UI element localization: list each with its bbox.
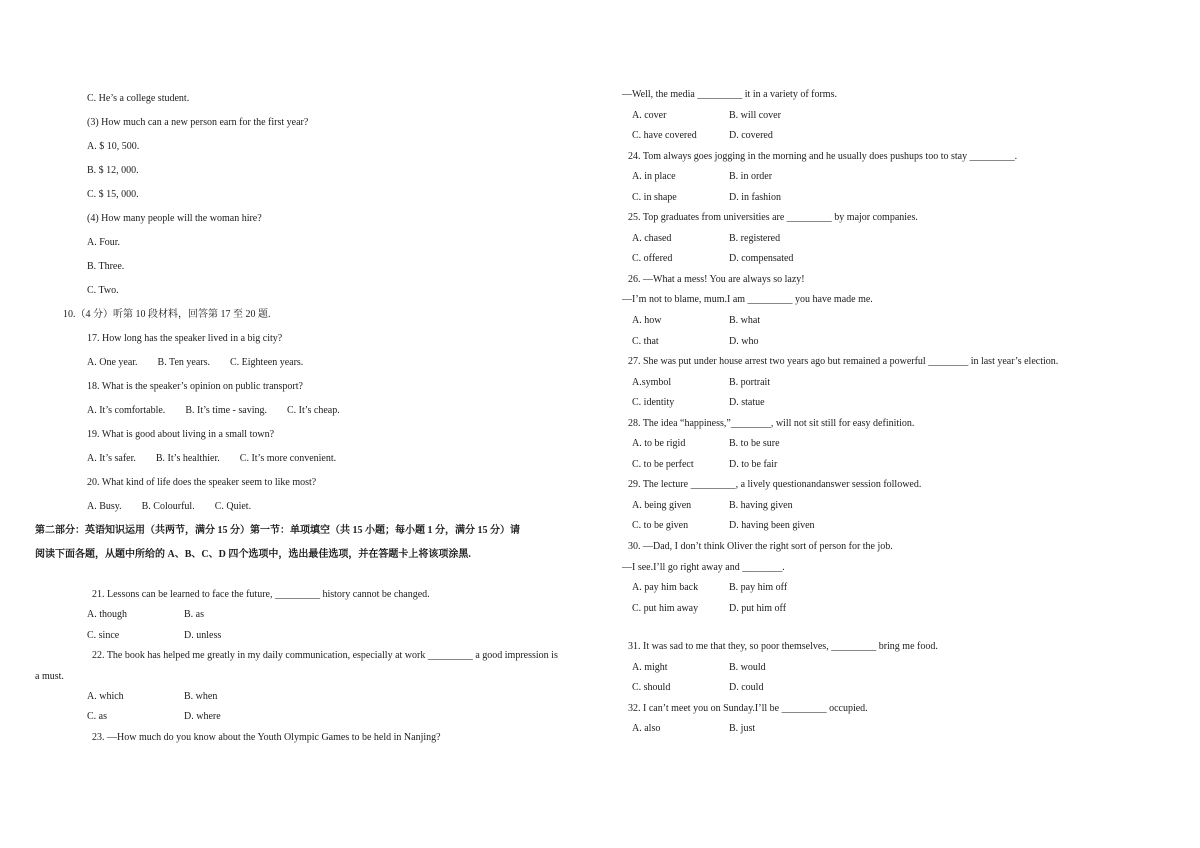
text-line: 19. What is good about living in a small town? — [87, 429, 275, 440]
text-line: 26. —What a mess! You are always so lazy! — [628, 273, 805, 285]
option-item: C. Eighteen years. — [229, 357, 304, 368]
option-item: A. being given — [632, 499, 692, 511]
option-item: C. should — [632, 682, 671, 694]
option-row — [622, 170, 1188, 191]
option-item: C. in shape — [632, 191, 677, 203]
text-line: 23. —How much do you know about the Youth Olympic Games to be held in Nanjing? — [92, 731, 441, 743]
option-row — [622, 376, 1188, 397]
text-line: B. Three. — [87, 261, 125, 272]
option-item: B. when — [184, 690, 218, 702]
text-line: C. Two. — [87, 285, 119, 296]
text-line: —I’m not to blame, mum.I am _________ you have made me. — [622, 294, 873, 306]
text-line: (4) How many people will the woman hire? — [87, 213, 262, 224]
option-item: C. as — [87, 711, 107, 723]
option-item: B. would — [729, 661, 766, 673]
option-item: A. how — [632, 315, 662, 327]
text-line: C. $ 15, 000. — [87, 189, 139, 200]
option-item: A.symbol — [632, 376, 672, 388]
option-row — [622, 602, 1188, 623]
option-row — [622, 458, 1188, 479]
text-line: 30. —Dad, I don’t think Oliver the right sort of person for the job. — [628, 541, 893, 553]
option-item: C. put him away — [632, 602, 699, 614]
text-line: 28. The idea “happiness,”________, will not sit still for easy definition. — [628, 417, 915, 429]
option-item: C. It’s more convenient. — [239, 453, 337, 464]
option-item: C. since — [87, 629, 120, 641]
option-row — [622, 191, 1188, 212]
blank-line — [622, 622, 1188, 640]
blank-line — [35, 572, 607, 588]
option-item: A. might — [632, 661, 668, 673]
section-heading-line: 第二部分：英语知识运用（共两节，满分 15 分）第一节：单项填空（共 15 小题；每小题 1 分，满分 15 分）请 — [35, 525, 520, 536]
option-item: C. to be given — [632, 520, 689, 532]
option-row — [622, 681, 1188, 702]
text-line: 29. The lecture _________, a lively questionandanswer session followed. — [628, 479, 922, 491]
option-row — [622, 129, 1188, 150]
option-item: D. in fashion — [729, 191, 781, 203]
option-item: A. which — [87, 690, 124, 702]
option-item: B. to be sure — [729, 438, 780, 450]
option-item: C. It’s cheap. — [286, 405, 340, 416]
option-item: A. to be rigid — [632, 438, 686, 450]
option-item: A. One year. — [87, 357, 138, 368]
text-line: a must. — [35, 670, 64, 682]
option-item: A. It’s comfortable. — [87, 405, 166, 416]
option-item: B. just — [729, 723, 756, 735]
option-item: B. It’s time - saving. — [185, 405, 267, 416]
option-item: B. having given — [729, 499, 793, 511]
option-item: D. having been given — [729, 520, 815, 532]
option-row — [622, 519, 1188, 540]
text-line: 18. What is the speaker’s opinion on public transport? — [87, 381, 303, 392]
text-line: A. Four. — [87, 237, 121, 248]
text-line: 25. Top graduates from universities are _________ by major companies. — [628, 212, 918, 224]
text-line: 31. It was sad to me that they, so poor themselves, _________ bring me food. — [628, 641, 938, 653]
option-row — [35, 690, 607, 710]
option-item: A. also — [632, 723, 661, 735]
option-item: C. Quiet. — [214, 501, 252, 512]
text-line: 24. Tom always goes jogging in the morning and he usually does pushups too to stay _________. — [628, 150, 1018, 162]
option-item: D. could — [729, 682, 764, 694]
option-row — [35, 452, 607, 476]
text-line: 21. Lessons can be learned to face the future, _________ history cannot be changed. — [92, 589, 430, 600]
section-heading-line: 阅读下面各题，从题中所给的 A、B、C、D 四个选项中，选出最佳选项，并在答题卡上将该项涂黑. — [35, 549, 471, 560]
option-item: D. put him off — [729, 602, 787, 614]
option-item: D. covered — [729, 130, 773, 142]
option-item: C. have covered — [632, 130, 697, 142]
option-row — [622, 661, 1188, 682]
option-item: B. Colourful. — [141, 501, 195, 512]
text-line: 17. How long has the speaker lived in a big city? — [87, 333, 283, 344]
option-item: D. where — [184, 711, 221, 723]
option-row — [35, 608, 607, 628]
option-item: D. statue — [729, 397, 765, 409]
option-item: D. unless — [184, 629, 222, 641]
option-row — [35, 629, 607, 649]
option-item: A. chased — [632, 232, 672, 244]
option-row — [622, 722, 1188, 743]
option-item: B. what — [729, 315, 761, 327]
option-row — [35, 500, 607, 524]
text-line: —I see.I’ll go right away and ________. — [622, 561, 785, 573]
option-row — [622, 252, 1188, 273]
option-item: C. that — [632, 335, 659, 347]
text-line: C. He’s a college student. — [87, 93, 190, 104]
option-item: B. portrait — [729, 376, 771, 388]
option-item: B. Ten years. — [157, 357, 210, 368]
option-item: A. cover — [632, 109, 667, 121]
option-row — [35, 356, 607, 380]
option-item: C. offered — [632, 253, 673, 265]
text-line: 20. What kind of life does the speaker seem to like most? — [87, 477, 317, 488]
option-row — [622, 335, 1188, 356]
option-item: A. in place — [632, 171, 676, 183]
option-item: B. as — [184, 609, 204, 621]
left-column — [35, 0, 607, 751]
option-item: C. identity — [632, 397, 675, 409]
option-row — [622, 232, 1188, 253]
option-item: A. Busy. — [87, 501, 122, 512]
right-column — [622, 0, 1188, 743]
option-row — [35, 404, 607, 428]
text-line: 22. The book has helped me greatly in my daily communication, especially at work _________ a good impression is — [92, 650, 558, 662]
option-item: B. in order — [729, 171, 773, 183]
option-row — [622, 437, 1188, 458]
option-item: B. pay him off — [729, 582, 788, 594]
option-item: C. to be perfect — [632, 458, 694, 470]
option-row — [622, 396, 1188, 417]
option-item: D. to be fair — [729, 458, 778, 470]
option-row — [622, 581, 1188, 602]
option-item: B. registered — [729, 232, 781, 244]
option-row — [35, 710, 607, 730]
option-row — [622, 314, 1188, 335]
option-row — [622, 109, 1188, 130]
option-item: D. compensated — [729, 253, 794, 265]
text-line: 27. She was put under house arrest two years ago but remained a powerful ________ in last year’s election. — [628, 356, 1059, 368]
option-item: D. who — [729, 335, 759, 347]
option-item: A. It’s safer. — [87, 453, 136, 464]
text-line: B. $ 12, 000. — [87, 165, 139, 176]
option-item: B. will cover — [729, 109, 781, 121]
text-line: —Well, the media _________ it in a variety of forms. — [622, 89, 837, 100]
option-item: A. pay him back — [632, 582, 699, 594]
option-item: A. though — [87, 609, 127, 621]
option-item: B. It’s healthier. — [155, 453, 220, 464]
text-line: 10.（4 分）听第 10 段材料，回答第 17 至 20 题. — [63, 309, 271, 320]
text-line: (3) How much can a new person earn for the first year? — [87, 117, 309, 128]
option-row — [622, 499, 1188, 520]
text-line: 32. I can’t meet you on Sunday.I’ll be _________ occupied. — [628, 702, 868, 714]
text-line: A. $ 10, 500. — [87, 141, 140, 152]
